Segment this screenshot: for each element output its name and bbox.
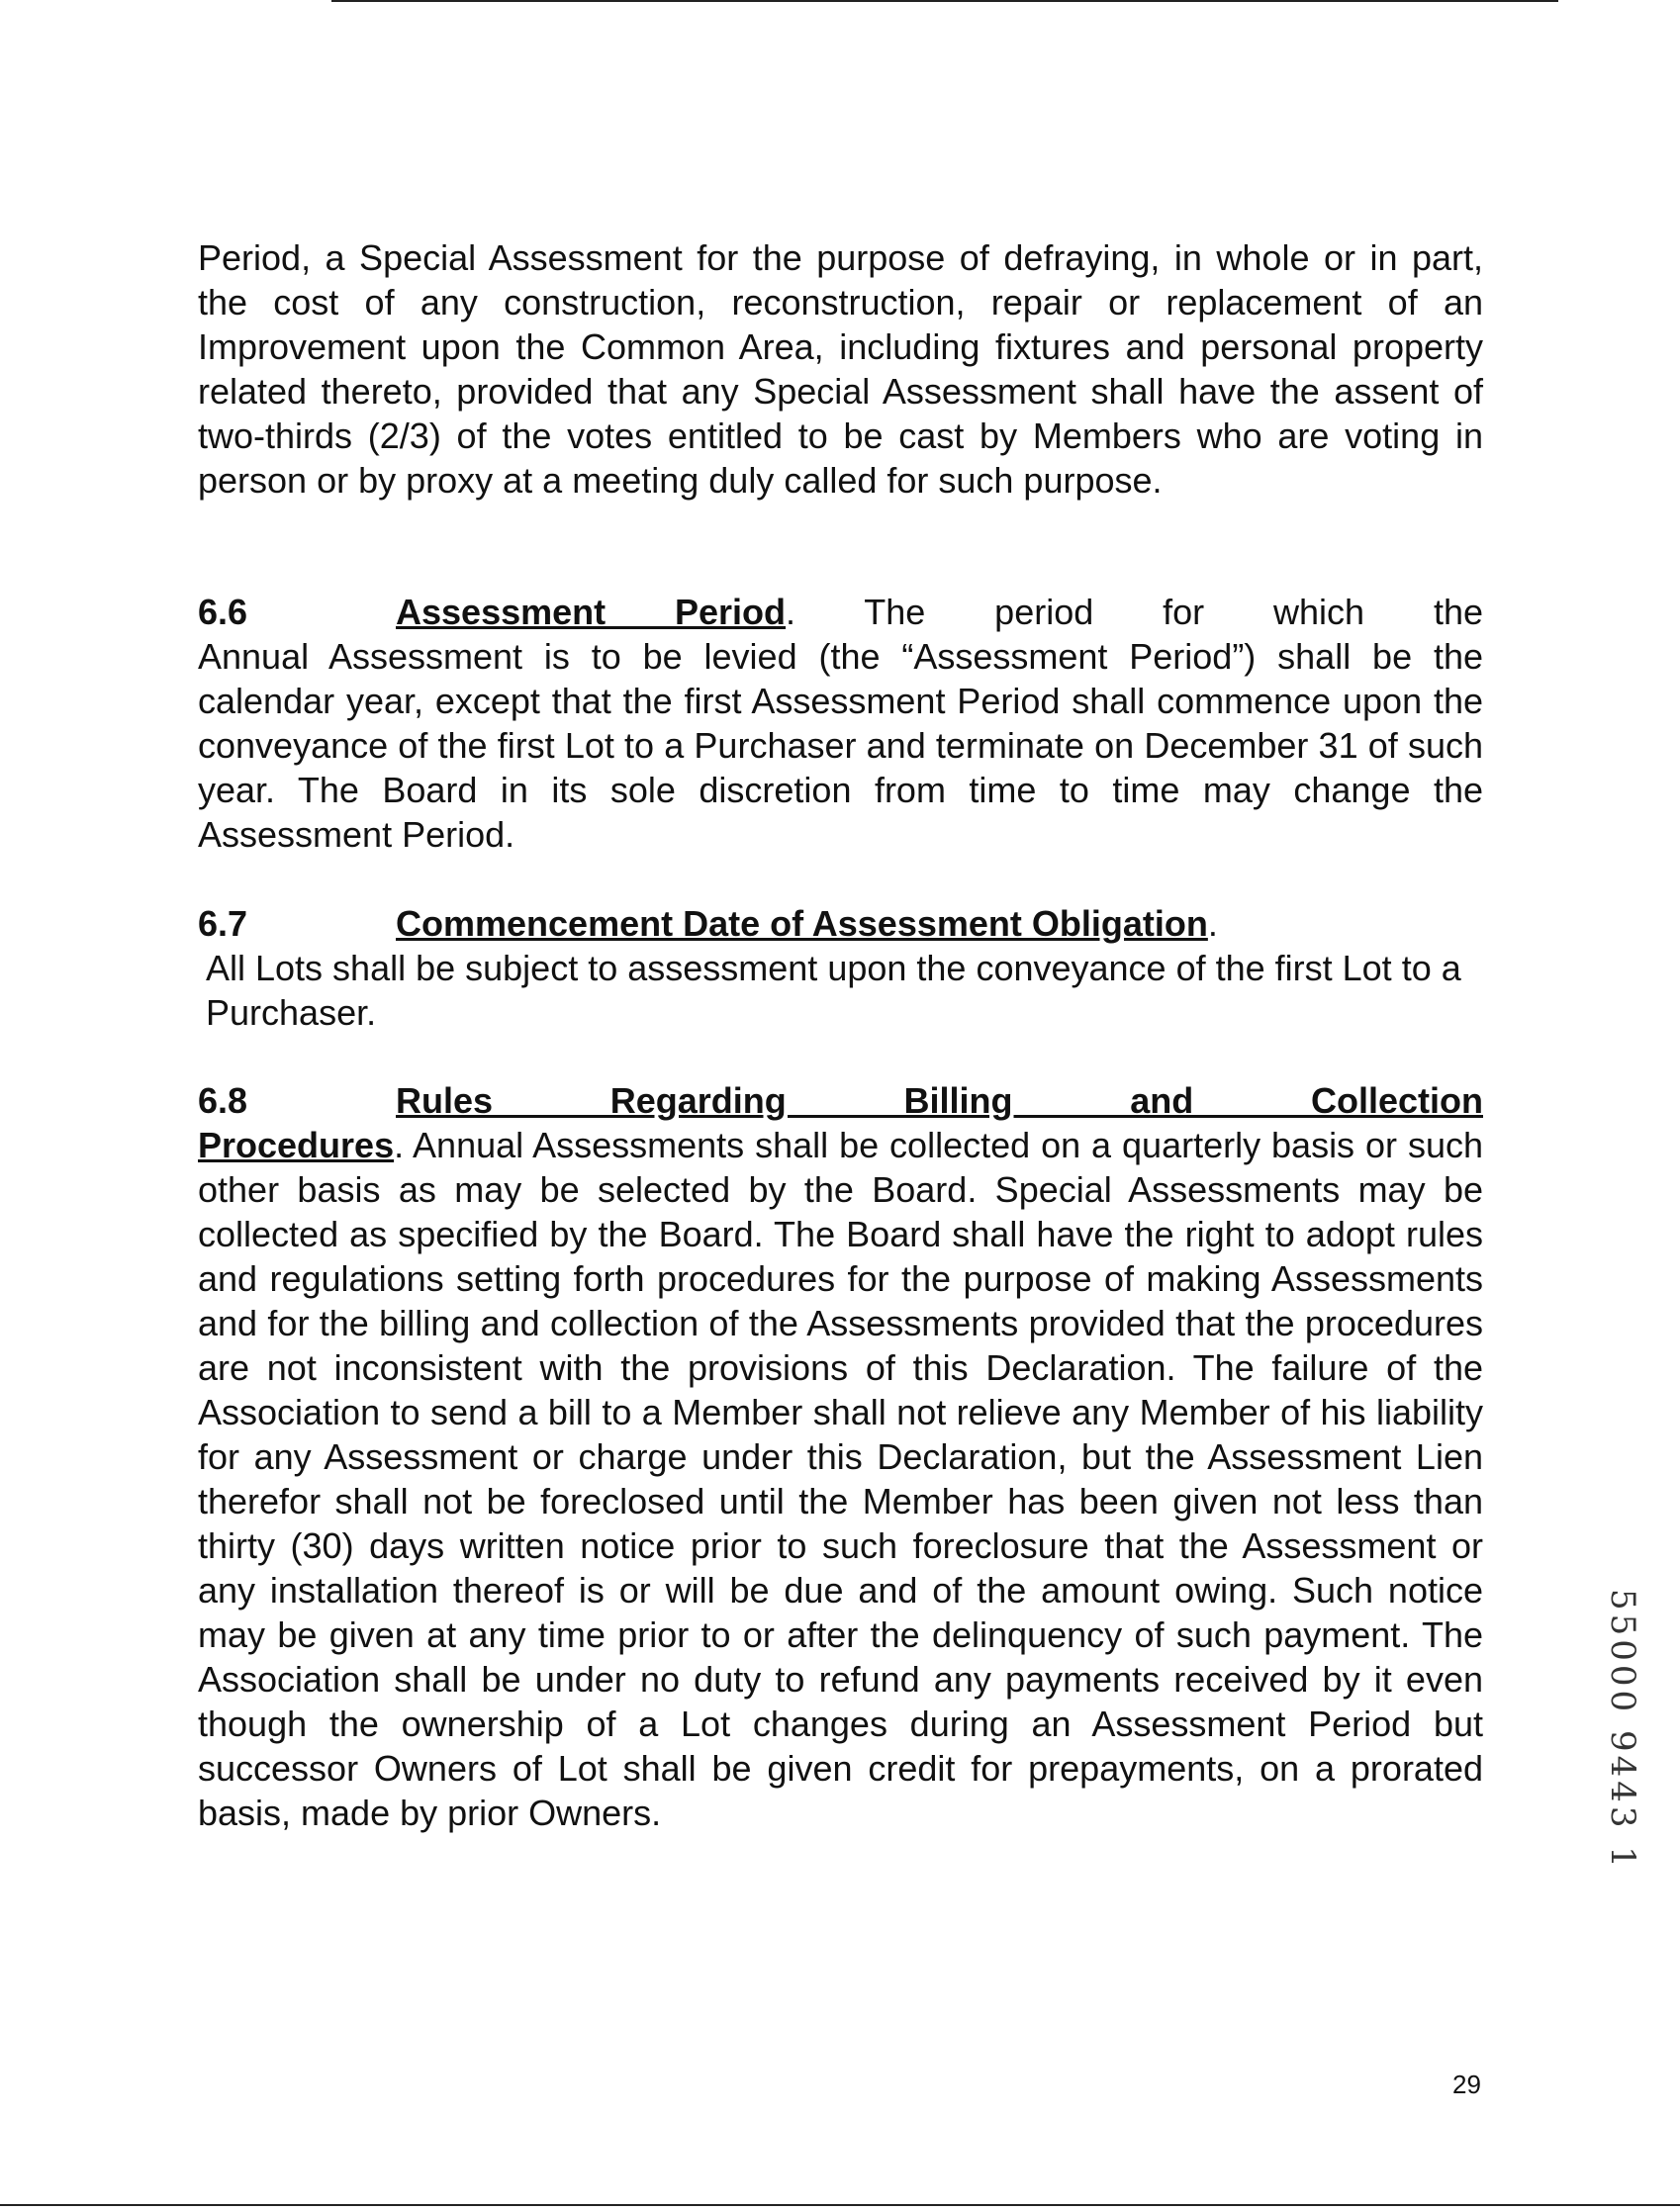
section-title: Assessment Period (396, 592, 787, 632)
section-body: All Lots shall be subject to assessment upon the conveyance of the first Lot to a Purchaser. (206, 948, 1461, 1033)
side-stamp-text: 55000 9443 1 (1603, 1589, 1642, 1872)
section-body: Annual Assessment is to be levied (the “Assessment Period”) shall be the calendar year, except that the first Assessment Period shall commence upon the conveyance of the first Lot to a Purchaser and terminate on December 31 of such year. The Board in its sole discretion from time to time may change the Assessment Period. (198, 636, 1483, 855)
section-body-text: . Annual Assessments shall be collected on a quarterly basis or such other basis as may be selected by the Board. Special Assessments may be collected as specified by the Board. The Board shall have the right to adopt rules and regulations setting forth procedures for the purpose of making Assessments and for the billing and collection of the Assessments provided that the procedures are not inconsistent with the provisions of this Declaration. The failure of the Association to send a bill to a Member shall not relieve any Member of his liability for any Assessment or charge under this Declaration, but the Assessment Lien therefor shall not be foreclosed until the Member has been given not less than thirty (30) days written notice prior to such foreclosure that the Assessment or any installation thereof is or will be due and of the amount owing. Such notice may be given at any time prior to or after the delinquency of such payment. The Association shall be under no duty to refund any payments received by it even though the ownership of a Lot changes during an Assessment Period but successor Owners of Lot shall be given credit for prepayments, on a prorated basis, made by prior Owners. (198, 1125, 1483, 1833)
section-6-7 (0, 901, 1483, 1035)
section-6-8 (0, 1078, 1483, 1835)
bottom-rule (0, 2204, 1680, 2206)
section-6-6 (0, 590, 1483, 857)
section-number: 6.8 (198, 1080, 248, 1121)
section-title: Commencement Date of Assessment Obligation (396, 903, 1208, 944)
section-6-6-heading (0, 590, 1483, 634)
side-stamp (1601, 1589, 1650, 1872)
section-number: 6.6 (198, 592, 248, 632)
section-heading-line (396, 590, 1483, 634)
section-lead-text: . (1207, 903, 1218, 944)
section-lead-text: . The period for which the (786, 592, 1483, 632)
section-title-line1: Rules Regarding Billing and Collection (396, 1080, 1483, 1121)
section-6-8-heading (0, 1078, 1483, 1123)
section-body (198, 1123, 1483, 1835)
section-number: 6.7 (198, 903, 248, 944)
section-6-7-heading (0, 901, 1483, 946)
intro-paragraph: Period, a Special Assessment for the purpose of defraying, in whole or in part, the cost of any construction, reconstruction, repair or replacement of an Improvement upon the Common Area, including fixtures and personal property related thereto, provided that any Special Assessment shall have the assent of two-thirds (2/3) of the votes entitled to be cast by Members who are voting in person or by proxy at a meeting duly called for such purpose. (198, 237, 1483, 501)
section-title-line2: Procedures (198, 1125, 395, 1165)
section-heading-line (396, 901, 1218, 946)
top-rule (331, 0, 1558, 2)
page-number: 29 (1452, 2070, 1481, 2099)
